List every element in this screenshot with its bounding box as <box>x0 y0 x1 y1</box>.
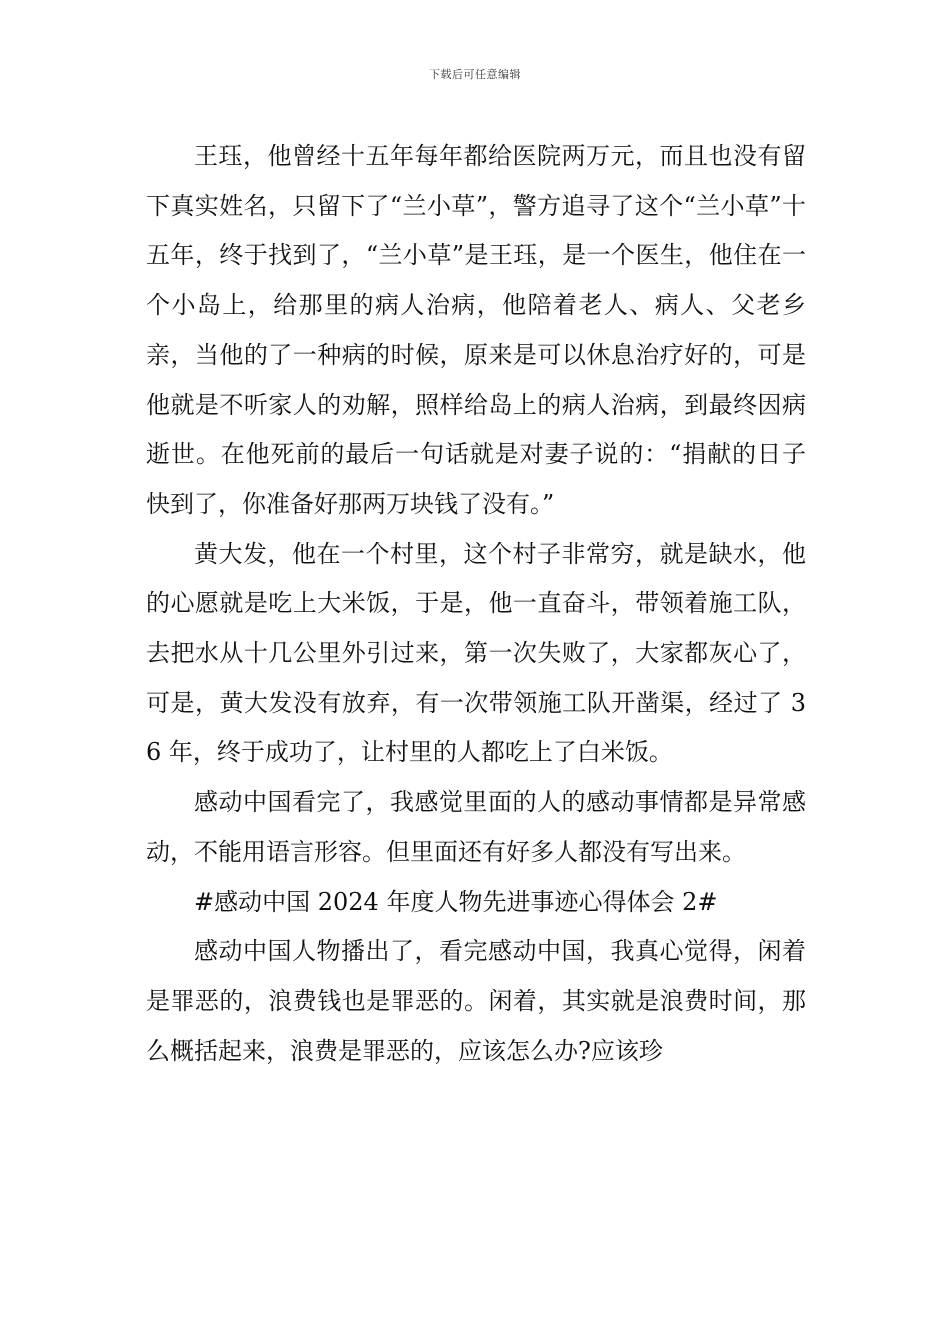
section-heading: #感动中国 2024 年度人物先进事迹心得体会 2# <box>194 887 718 916</box>
document-body <box>146 132 806 1076</box>
paragraph-wang-jue: 王珏，他曾经十五年每年都给医院两万元，而且也没有留下真实姓名，只留下了“兰小草”，警方追寻了这个“兰小草”十五年，终于找到了，“兰小草”是王珏，是一个医生，他住在一个小岛上，给那里的病人治病，他陪着老人、病人、父老乡亲，当他的了一种病的时候，原来是可以休息治疗好的，可是他就是不听家人的劝解，照样给岛上的病人治病，到最终因病逝世。在他死前的最后一句话就是对妻子说的：“捐献的日子快到了，你准备好那两万块钱了没有。” <box>146 142 806 518</box>
paragraph-huang-dafa: 黄大发，他在一个村里，这个村子非常穷，就是缺水，他的心愿就是吃上大米饭，于是，他一直奋斗，带领着施工队，去把水从十几公里外引过来，第一次失败了，大家都灰心了，可是，黄大发没有放弃，有一次带领施工队开凿渠，经过了 36 年，终于成功了，让村里的人都吃上了白米饭。 <box>146 539 806 767</box>
paragraph-reflection: 感动中国看完了，我感觉里面的人的感动事情都是异常感动，不能用语言形容。但里面还有好多人都没有写出来。 <box>146 788 806 866</box>
paragraph-second-essay: 感动中国人物播出了，看完感动中国，我真心觉得，闲着是罪恶的，浪费钱也是罪恶的。闲着，其实就是浪费时间，那么概括起来，浪费是罪恶的，应该怎么办?应该珍 <box>146 937 806 1065</box>
download-note: 下载后可任意编辑 <box>429 68 521 81</box>
